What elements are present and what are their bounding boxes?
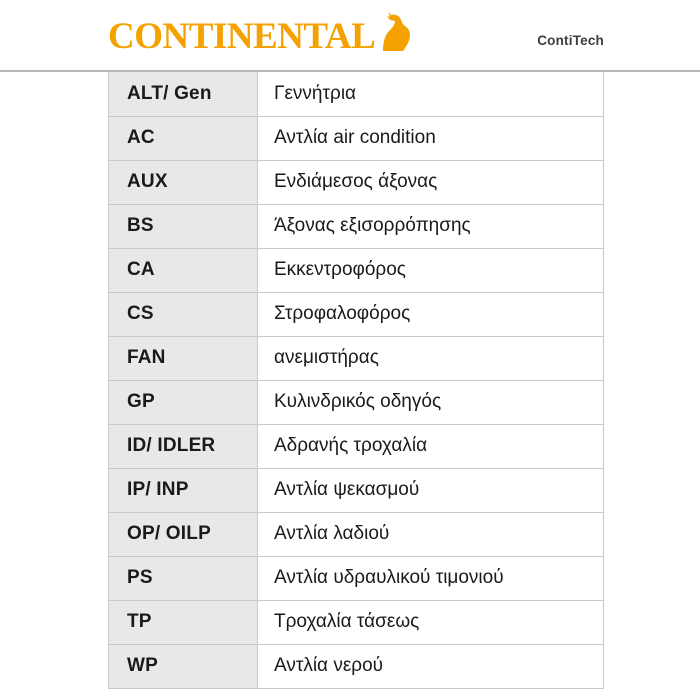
code-cell: WP bbox=[109, 644, 258, 688]
right-margin-cell bbox=[604, 336, 700, 380]
description-cell: Αντλία air condition bbox=[258, 116, 604, 160]
right-margin-cell bbox=[604, 600, 700, 644]
table-row bbox=[0, 644, 700, 688]
table-row bbox=[0, 160, 700, 204]
right-margin-cell bbox=[604, 644, 700, 688]
left-margin-cell bbox=[0, 512, 109, 556]
left-margin-cell bbox=[0, 292, 109, 336]
table-row bbox=[0, 380, 700, 424]
description-cell: Γεννήτρια bbox=[258, 72, 604, 116]
description-cell: Αδρανής τροχαλία bbox=[258, 424, 604, 468]
code-cell: IP/ INP bbox=[109, 468, 258, 512]
table-row bbox=[0, 424, 700, 468]
right-margin-cell bbox=[604, 424, 700, 468]
table-row bbox=[0, 292, 700, 336]
right-margin-cell bbox=[604, 380, 700, 424]
code-cell: OP/ OILP bbox=[109, 512, 258, 556]
right-margin-cell bbox=[604, 160, 700, 204]
left-margin-cell bbox=[0, 116, 109, 160]
description-cell: Κυλινδρικός οδηγός bbox=[258, 380, 604, 424]
right-margin-cell bbox=[604, 204, 700, 248]
description-cell: Ενδιάμεσος άξονας bbox=[258, 160, 604, 204]
abbreviation-table bbox=[0, 72, 700, 689]
table-row bbox=[0, 204, 700, 248]
table-body bbox=[0, 72, 700, 688]
table-row bbox=[0, 248, 700, 292]
left-margin-cell bbox=[0, 644, 109, 688]
description-cell: Άξονας εξισορρόπησης bbox=[258, 204, 604, 248]
code-cell: AUX bbox=[109, 160, 258, 204]
left-margin-cell bbox=[0, 204, 109, 248]
left-margin-cell bbox=[0, 556, 109, 600]
contitech-label: ContiTech bbox=[537, 33, 604, 48]
description-cell: Στροφαλοφόρος bbox=[258, 292, 604, 336]
brand-wordmark: CONTINENTAL bbox=[108, 15, 376, 57]
left-margin-cell bbox=[0, 468, 109, 512]
left-margin-cell bbox=[0, 160, 109, 204]
code-cell: GP bbox=[109, 380, 258, 424]
right-margin-cell bbox=[604, 292, 700, 336]
code-cell: CS bbox=[109, 292, 258, 336]
description-cell: Εκκεντροφόρος bbox=[258, 248, 604, 292]
description-cell: Αντλία ψεκασμού bbox=[258, 468, 604, 512]
horse-logo-icon bbox=[375, 11, 415, 55]
table-row bbox=[0, 116, 700, 160]
left-margin-cell bbox=[0, 424, 109, 468]
right-margin-cell bbox=[604, 556, 700, 600]
right-margin-cell bbox=[604, 468, 700, 512]
left-margin-cell bbox=[0, 380, 109, 424]
code-cell: TP bbox=[109, 600, 258, 644]
left-margin-cell bbox=[0, 248, 109, 292]
right-margin-cell bbox=[604, 512, 700, 556]
code-cell: AC bbox=[109, 116, 258, 160]
right-margin-cell bbox=[604, 116, 700, 160]
left-margin-cell bbox=[0, 600, 109, 644]
code-cell: ID/ IDLER bbox=[109, 424, 258, 468]
description-cell: ανεμιστήρας bbox=[258, 336, 604, 380]
code-cell: ALT/ Gen bbox=[109, 72, 258, 116]
code-cell: CA bbox=[109, 248, 258, 292]
code-cell: PS bbox=[109, 556, 258, 600]
left-margin-cell bbox=[0, 72, 109, 116]
code-cell: FAN bbox=[109, 336, 258, 380]
description-cell: Αντλία λαδιού bbox=[258, 512, 604, 556]
description-cell: Αντλία νερού bbox=[258, 644, 604, 688]
table-row bbox=[0, 468, 700, 512]
description-cell: Αντλία υδραυλικού τιμονιού bbox=[258, 556, 604, 600]
code-cell: BS bbox=[109, 204, 258, 248]
table-row bbox=[0, 72, 700, 116]
right-margin-cell bbox=[604, 72, 700, 116]
table-row bbox=[0, 600, 700, 644]
table-row bbox=[0, 336, 700, 380]
continental-logo bbox=[108, 13, 415, 57]
brand-header bbox=[0, 0, 700, 72]
right-margin-cell bbox=[604, 248, 700, 292]
left-margin-cell bbox=[0, 336, 109, 380]
table-row bbox=[0, 512, 700, 556]
description-cell: Τροχαλία τάσεως bbox=[258, 600, 604, 644]
table-row bbox=[0, 556, 700, 600]
